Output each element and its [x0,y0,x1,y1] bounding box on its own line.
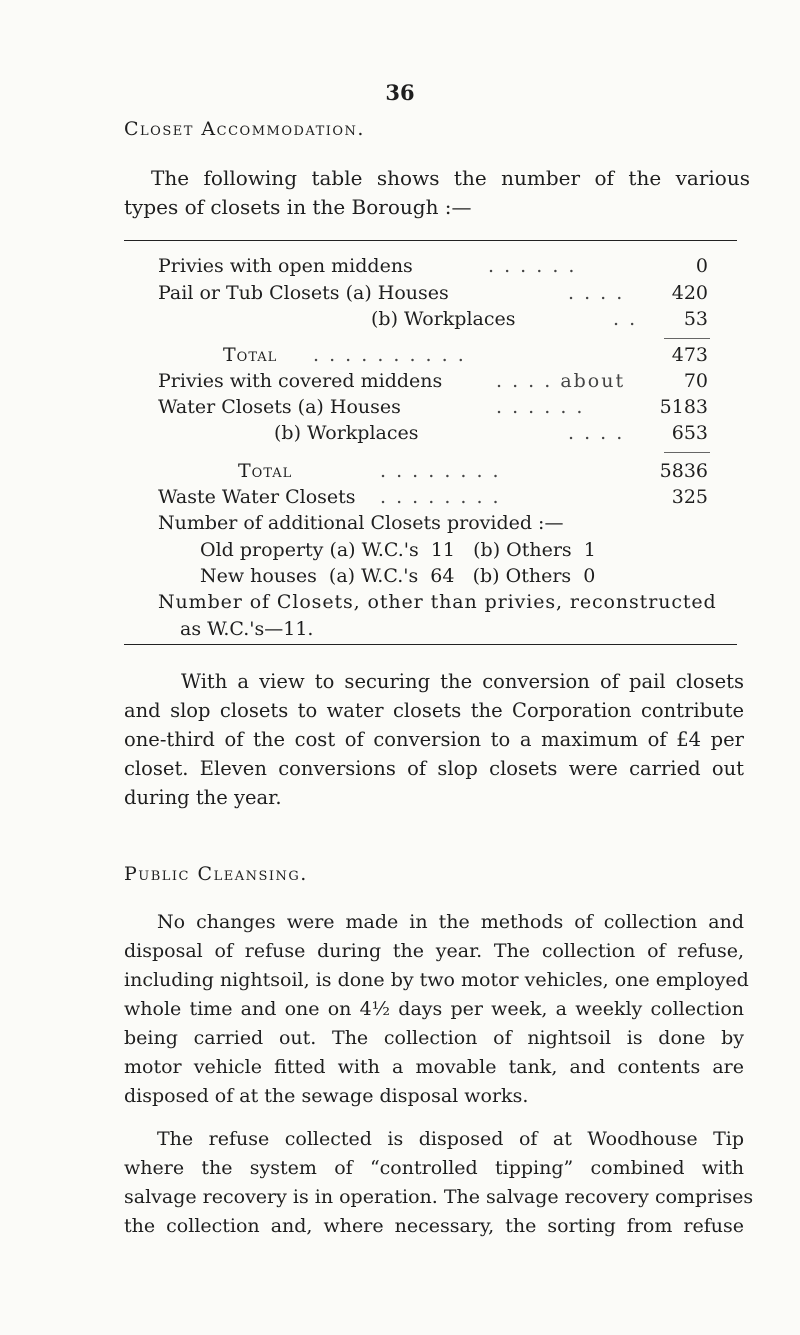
row-leader: . . . . [568,422,625,444]
table-row [158,512,718,538]
row-leader: . . . . . . . . [380,460,501,482]
table-row [158,308,708,334]
table-row [158,255,708,281]
paragraph-line: disposed of at the sewage disposal works. [124,1085,529,1107]
table-bottom-rule [124,644,737,645]
reconstructed-line: as W.C.'s—11. [180,618,314,640]
table-row-total [158,344,708,370]
paragraph-line: whole time and one on 4½ days per week, a weekly collection [124,998,744,1020]
new-houses-line: New houses (a) W.C.'s 64 (b) Others 0 [200,565,596,587]
paragraph-line: disposal of refuse during the year. The collection of refuse, [124,940,744,962]
row-leader: . . [613,308,638,330]
row-value: 0 [695,255,708,277]
intro-paragraph [124,164,750,222]
row-value: 5183 [659,396,708,418]
paragraph-line: motor vehicle fitted with a movable tank, and contents are [124,1056,744,1078]
table-row [158,591,717,617]
table-row-total [158,460,708,486]
table-row [158,282,708,308]
intro-line: types of closets in the Borough :— [124,195,472,219]
cleansing-paragraph [124,908,749,1111]
row-label: Total [223,344,278,366]
paragraph-line: salvage recovery is in operation. The salvage recovery comprises [124,1186,754,1208]
paragraph-line: during the year. [124,786,282,809]
row-value: 325 [671,486,708,508]
table-row [158,565,708,591]
row-value: 53 [683,308,708,330]
row-value: 70 [683,370,708,392]
page-number: 36 [385,80,415,105]
row-label: Privies with open middens [158,255,413,277]
row-leader: . . . . . . [488,255,577,277]
section-heading-closet-accommodation: Closet Accommodation. [124,118,365,140]
paragraph-line: and slop closets to water closets the Corporation contribute [124,699,744,722]
row-label: Total [238,460,293,482]
subtotal-rule [664,452,710,453]
section-heading-public-cleansing: Public Cleansing. [124,863,308,885]
paragraph-line: closet. Eleven conversions of slop closets were carried out [124,757,744,780]
paragraph-line: one-third of the cost of conversion to a maximum of £4 per [124,728,744,751]
table-top-rule [124,240,737,241]
row-label: Pail or Tub Closets (a) Houses [158,282,449,304]
table-row [158,486,708,512]
row-leader: . . . . . . [496,396,585,418]
table-row [158,370,708,396]
table-row [158,396,708,422]
paragraph-line: where the system of “controlled tipping” combined with [124,1157,744,1179]
row-leader: . . . . [568,282,625,304]
paragraph-line: the collection and, where necessary, the sorting from refuse [124,1215,744,1237]
row-leader: . . . . . . . . . . [313,344,466,366]
paragraph-line: The refuse collected is disposed of at Woodhouse Tip [157,1128,744,1150]
row-value: 653 [671,422,708,444]
row-value: 473 [671,344,708,366]
old-property-line: Old property (a) W.C.'s 11 (b) Others 1 [200,539,596,561]
row-value: 420 [671,282,708,304]
paragraph-line: being carried out. The collection of nightsoil is done by [124,1027,744,1049]
subtotal-rule [664,338,710,339]
table-row [158,422,708,448]
intro-line: The following table shows the number of the various [151,166,750,190]
row-label: Water Closets (a) Houses [158,396,401,418]
row-label: (b) Workplaces [274,422,419,444]
table-row [158,618,708,644]
table-row [158,539,708,565]
paragraph-line: No changes were made in the methods of collection and [157,911,744,933]
row-label: (b) Workplaces [371,308,516,330]
reconstructed-line: Number of Closets, other than privies, reconstructed [158,591,717,613]
row-label: Waste Water Closets [158,486,356,508]
additional-closets-heading: Number of additional Closets provided :— [158,512,564,534]
conversion-paragraph [124,667,744,812]
paragraph-line: With a view to securing the conversion of pail closets [181,670,744,693]
row-value: 5836 [659,460,708,482]
row-label: Privies with covered middens [158,370,443,392]
row-leader: . . . . . . . . [380,486,501,508]
refuse-paragraph [124,1125,754,1241]
row-leader: . . . . about [496,370,626,392]
paragraph-line: including nightsoil, is done by two motor vehicles, one employed [124,969,749,991]
